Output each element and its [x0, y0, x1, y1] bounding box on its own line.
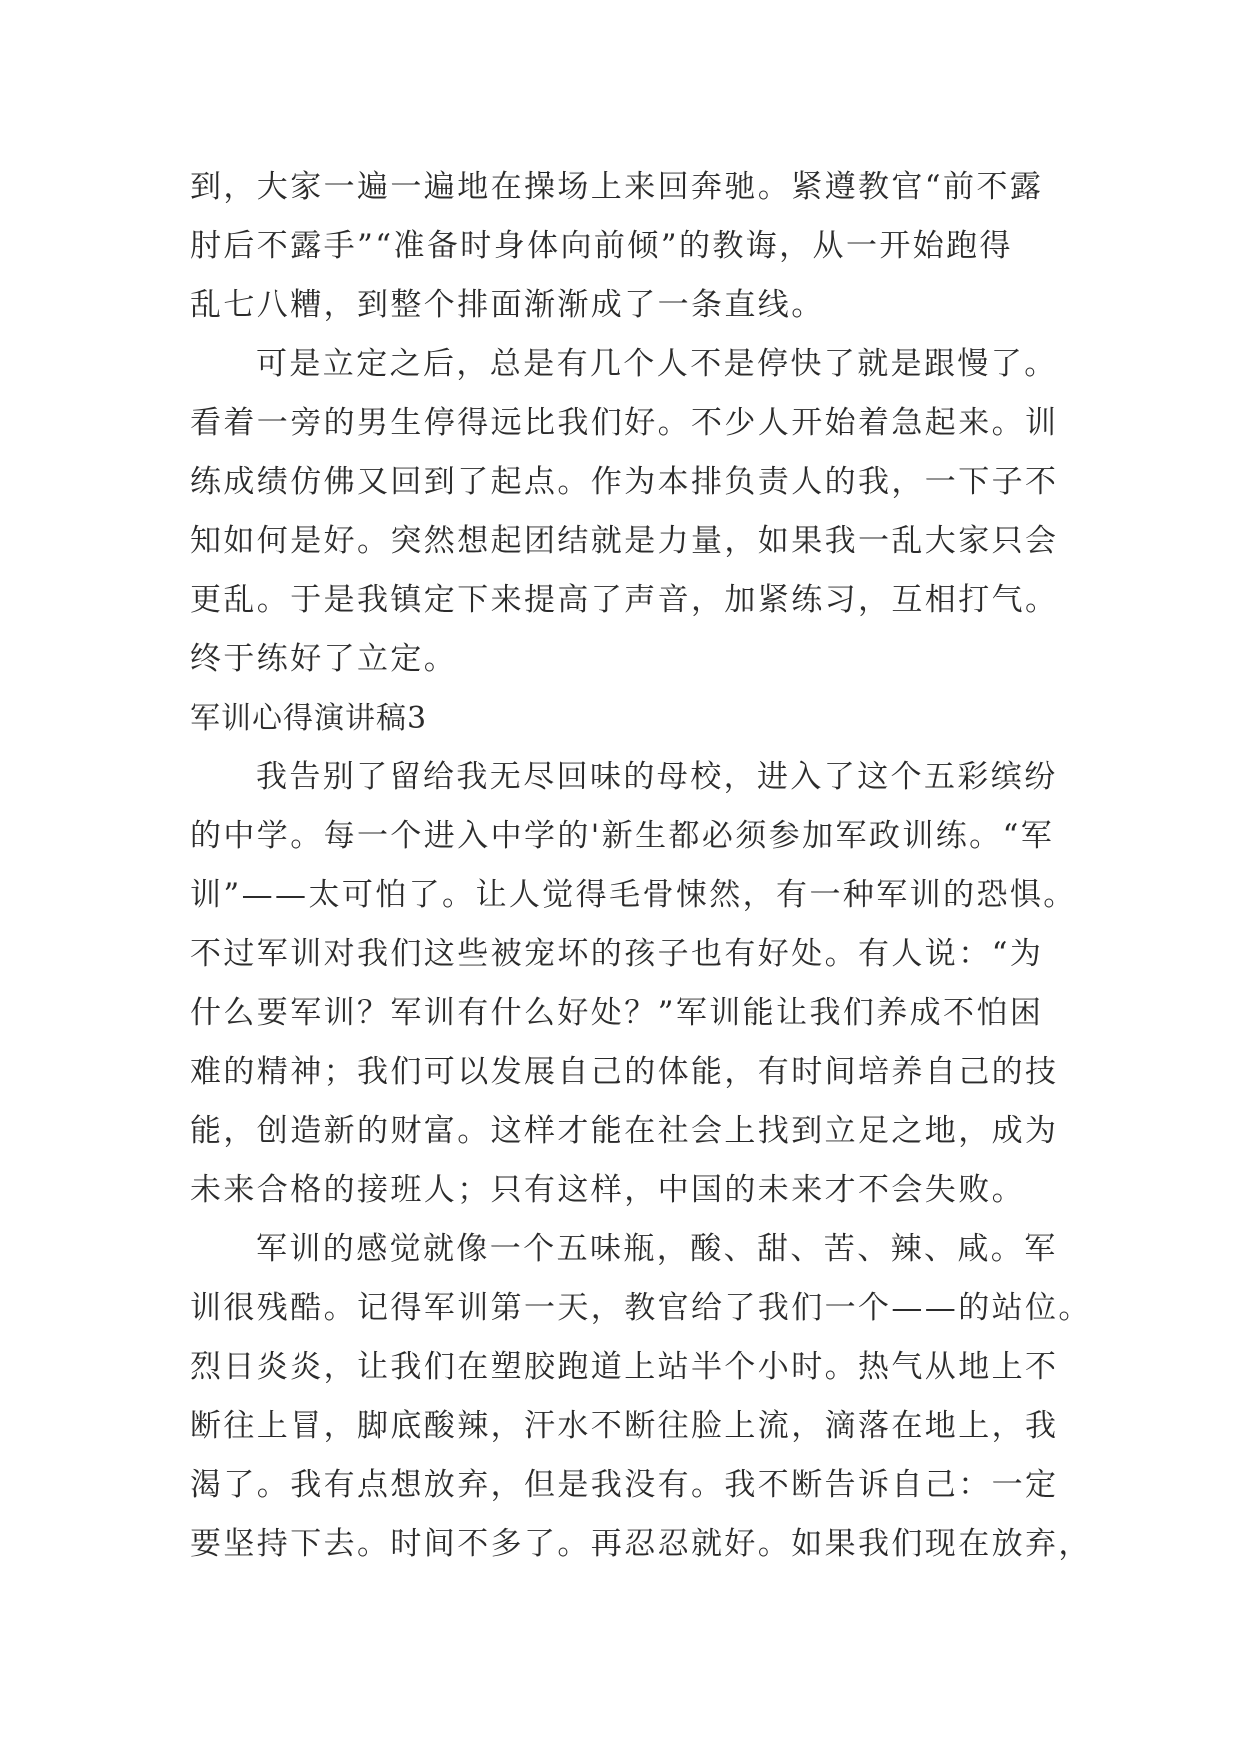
text-line: 看着一旁的男生停得远比我们好。不少人开始着急起来。训 — [190, 405, 1059, 441]
text-line: 难的精神；我们可以发展自己的体能，有时间培养自己的技 — [190, 1054, 1059, 1090]
text-line: 未来合格的接班人；只有这样，中国的未来才不会失败。 — [190, 1172, 1025, 1208]
text-line: 什么要军训？军训有什么好处？”军训能让我们养成不怕困 — [190, 995, 1044, 1031]
text-line: 知如何是好。突然想起团结就是力量，如果我一乱大家只会 — [190, 523, 1059, 559]
text-line: 能，创造新的财富。这样才能在社会上找到立足之地，成为 — [190, 1113, 1059, 1149]
text-line: 不过军训对我们这些被宠坏的孩子也有好处。有人说：“为 — [190, 936, 1044, 972]
text-line: 军训的感觉就像一个五味瓶，酸、甜、苦、辣、咸。军 — [256, 1231, 1058, 1267]
text-line: 乱七八糟，到整个排面渐渐成了一条直线。 — [190, 287, 825, 323]
document-body — [190, 158, 1092, 1574]
text-line: 可是立定之后，总是有几个人不是停快了就是跟慢了。 — [256, 346, 1058, 382]
text-line: 到，大家一遍一遍地在操场上来回奔驰。紧遵教官“前不露 — [190, 169, 1044, 205]
text-line: 更乱。于是我镇定下来提高了声音，加紧练习，互相打气。 — [190, 582, 1059, 618]
text-line: 训”——太可怕了。让人觉得毛骨悚然，有一种军训的恐惧。 — [190, 877, 1077, 913]
section-heading: 军训心得演讲稿3 — [190, 701, 428, 736]
text-line: 渴了。我有点想放弃，但是我没有。我不断告诉自己：一定 — [190, 1467, 1059, 1503]
text-line: 肘后不露手”“准备时身体向前倾”的教诲，从一开始跑得 — [190, 228, 1013, 264]
text-line: 烈日炎炎，让我们在塑胶跑道上站半个小时。热气从地上不 — [190, 1349, 1059, 1385]
text-line: 要坚持下去。时间不多了。再忍忍就好。如果我们现在放弃， — [190, 1526, 1092, 1562]
text-line: 训很残酷。记得军训第一天，教官给了我们一个——的站位。 — [190, 1290, 1092, 1326]
text-line: 终于练好了立定。 — [190, 641, 458, 677]
text-line: 断往上冒，脚底酸辣，汗水不断往脸上流，滴落在地上，我 — [190, 1408, 1059, 1444]
text-line: 练成绩仿佛又回到了起点。作为本排负责人的我，一下子不 — [190, 464, 1059, 500]
text-line: 我告别了留给我无尽回味的母校，进入了这个五彩缤纷 — [256, 759, 1058, 795]
text-line: 的中学。每一个进入中学的'新生都必须参加军政训练。“军 — [190, 818, 1055, 854]
